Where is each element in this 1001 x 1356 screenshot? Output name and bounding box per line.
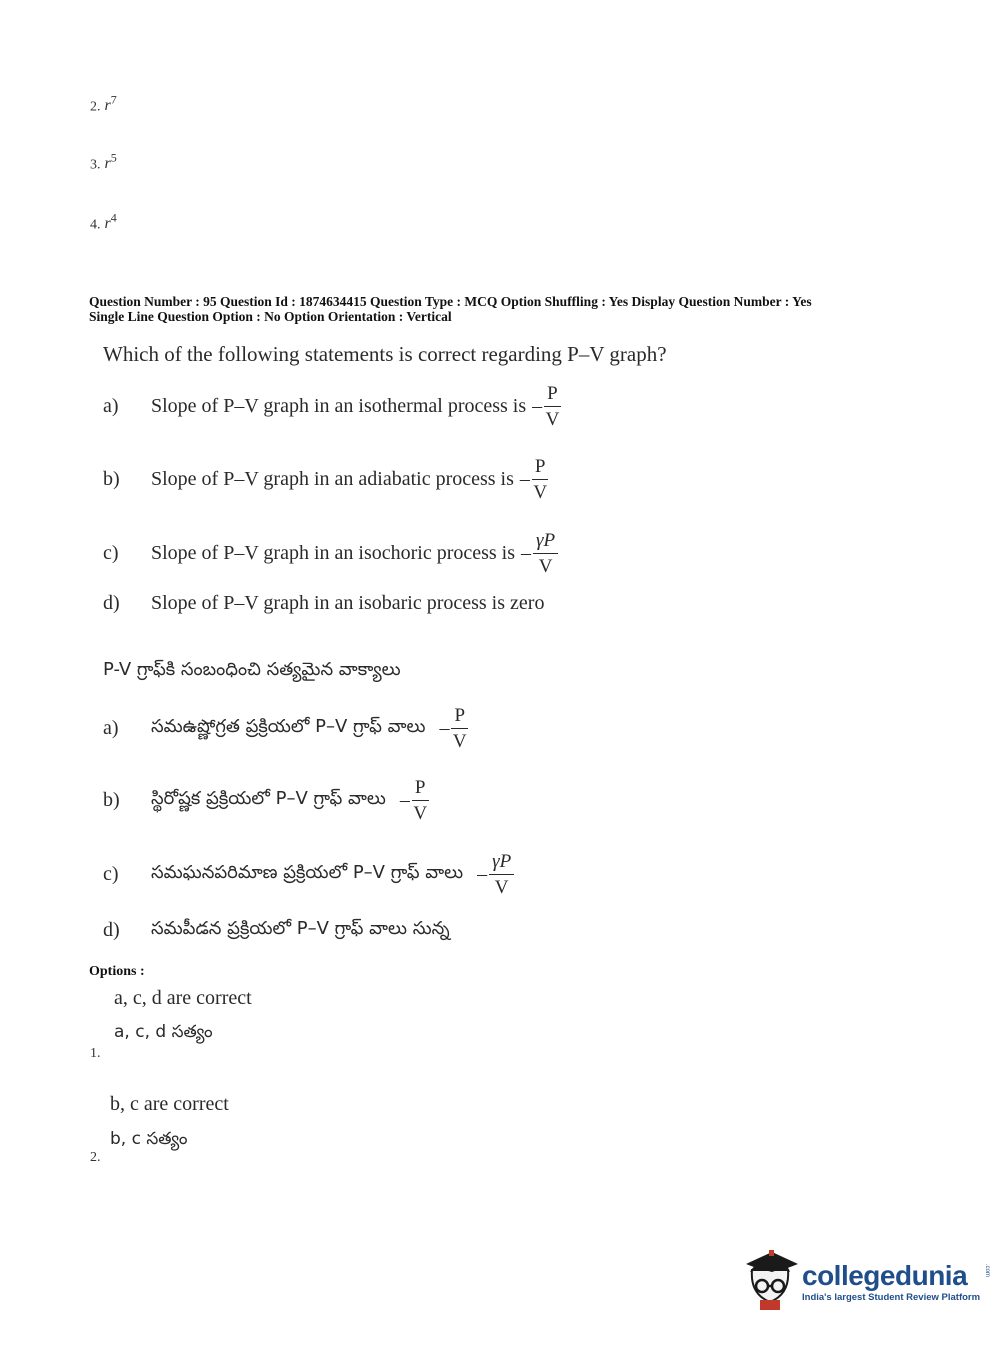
fraction-numerator: P <box>544 384 561 407</box>
collegedunia-logo <box>742 1250 991 1312</box>
answer-option-2-number[interactable]: 2. <box>90 1150 101 1165</box>
statement-en-b <box>103 457 548 502</box>
prev-option-3 <box>90 151 117 173</box>
answer-option-2-telugu: b, c సత్యం <box>110 1129 188 1149</box>
answer-option-1-number[interactable]: 1. <box>90 1046 101 1061</box>
fraction <box>451 706 468 751</box>
answer-option-2-english: b, c are correct <box>110 1093 229 1115</box>
mascot-icon <box>742 1250 800 1312</box>
prev-option-number: 3. <box>90 157 101 173</box>
prev-option-number: 4. <box>90 217 101 233</box>
statement-label: d) <box>103 592 120 614</box>
fraction-numerator: P <box>412 778 429 801</box>
fraction-numerator: P <box>451 706 468 729</box>
statement-text: సమపీడన ప్రక్రియలో P–V గ్రాఫ్ వాలు సున్న <box>151 918 450 939</box>
statement-label: d) <box>103 919 120 941</box>
statement-text: Slope of P–V graph in an adiabatic process is <box>151 468 514 490</box>
statement-te-b <box>103 778 429 823</box>
prev-option-exp: 5 <box>110 151 117 165</box>
prev-option-base: r <box>104 155 111 173</box>
minus-sign: – <box>532 395 543 417</box>
fraction-denominator: V <box>538 556 553 577</box>
fraction-numerator: γP <box>533 531 558 554</box>
fraction-denominator: V <box>452 731 467 752</box>
minus-sign: – <box>521 542 532 564</box>
fraction <box>489 852 514 897</box>
answer-option-1-telugu: a, c, d సత్యం <box>114 1022 213 1042</box>
statement-label: b) <box>103 468 120 490</box>
statement-text: Slope of P–V graph in an isochoric process is <box>151 542 516 564</box>
prev-option-2 <box>90 93 117 115</box>
statement-text: సమఘనపరిమాణ ప్రక్రియలో P–V గ్రాఫ్ వాలు <box>151 862 464 883</box>
statement-label: b) <box>103 789 120 811</box>
question-metadata <box>89 294 919 324</box>
logo-brand-text: collegedunia <box>802 1259 968 1291</box>
statement-en-c <box>103 531 558 576</box>
fraction-denominator: V <box>533 482 548 503</box>
options-label: Options : <box>89 964 145 979</box>
minus-sign: – <box>477 863 488 885</box>
statement-te-d <box>103 918 450 943</box>
metadata-line-2: Single Line Question Option : No Option Orientation : Vertical <box>89 309 452 324</box>
statement-en-a <box>103 384 561 429</box>
prev-option-base: r <box>104 97 111 115</box>
prev-option-number: 2. <box>90 99 101 115</box>
answer-option-1-english: a, c, d are correct <box>114 987 252 1009</box>
logo-com-text: .com <box>984 1263 991 1277</box>
fraction-denominator: V <box>494 877 509 898</box>
prev-option-exp: 4 <box>110 211 117 225</box>
prev-option-4 <box>90 211 117 233</box>
statement-label: c) <box>103 863 119 885</box>
fraction <box>544 384 561 429</box>
statement-label: c) <box>103 542 119 564</box>
fraction <box>532 457 549 502</box>
logo-tagline: India's largest Student Review Platform <box>802 1291 981 1303</box>
fraction-numerator: γP <box>489 852 514 875</box>
prev-option-exp: 7 <box>110 93 117 107</box>
statement-te-c <box>103 852 514 897</box>
minus-sign: – <box>519 468 530 490</box>
fraction-denominator: V <box>545 409 560 430</box>
fraction <box>533 531 558 576</box>
fraction <box>412 778 429 823</box>
statement-text: సమఉష్ణోగ్రత ప్రక్రియలో P–V గ్రాఫ్ వాలు <box>151 716 426 737</box>
statement-label: a) <box>103 717 119 739</box>
statement-text: Slope of P–V graph in an isothermal process is <box>151 395 527 417</box>
question-text-english: Which of the following statements is correct regarding P–V graph? <box>103 342 667 366</box>
minus-sign: – <box>439 717 450 739</box>
prev-option-base: r <box>104 215 111 233</box>
statement-en-d <box>103 592 544 615</box>
statement-label: a) <box>103 395 119 417</box>
minus-sign: – <box>399 789 410 811</box>
question-text-telugu: P-V గ్రాఫ్‌కి సంబంధించి సత్యమైన వాక్యాలు <box>103 659 401 680</box>
statement-text: స్థిరోష్ణక ప్రక్రియలో P–V గ్రాఫ్ వాలు <box>151 788 386 809</box>
fraction-denominator: V <box>413 803 428 824</box>
statement-text: Slope of P–V graph in an isobaric process is zero <box>151 592 545 614</box>
metadata-line-1: Question Number : 95 Question Id : 1874634415 Question Type : MCQ Option Shuffling : Yes Display Question Number : Yes <box>89 294 812 309</box>
fraction-numerator: P <box>532 457 549 480</box>
statement-te-a <box>103 706 468 751</box>
